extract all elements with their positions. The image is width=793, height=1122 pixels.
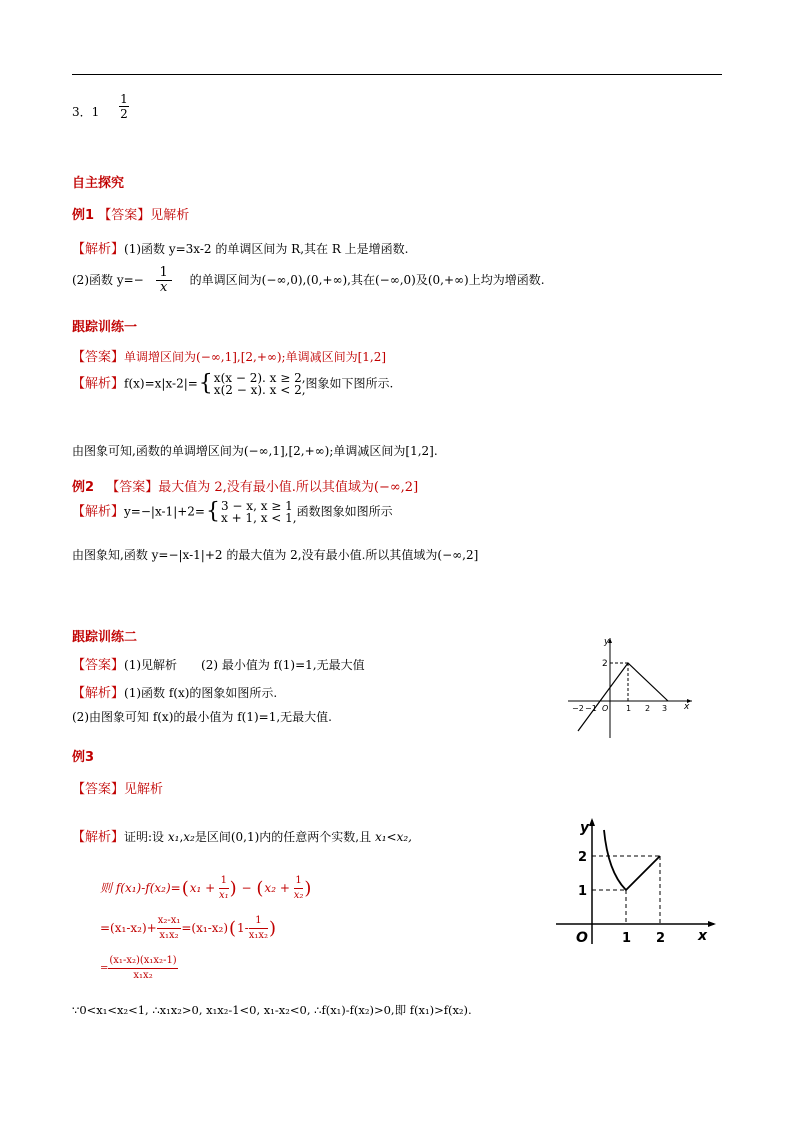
x-tick-neg1: −1 — [585, 704, 597, 713]
gz1-conclusion: 由图象可知,函数的单调增区间为(−∞,1],[2,+∞);单调减区间为[1,2]. — [72, 444, 438, 458]
proof-line-1: 则 f(x₁)-f(x₂)=(x₁ + $\frac{1}{\text{x₁}}$ ) − (x₂ + $\frac{1}{\text{x₂}}$ ) — [100, 875, 312, 901]
gz2-solution-2: (2)由图象可知 f(x)的最小值为 f(1)=1,无最大值. — [72, 710, 332, 724]
section-title-zizhu: 自主探究 — [72, 176, 125, 191]
gz2-answer: 【答案】(1)见解析 (2) 最小值为 f(1)=1,无最大值 — [72, 658, 365, 673]
origin-label: O — [576, 930, 588, 946]
y-tick-2: 2 — [578, 850, 588, 865]
gz2-solution-1: 【解析】(1)函数 f(x)的图象如图所示. — [72, 686, 278, 701]
proof-line-2: =(x₁-x₂)+ $\frac{\text{x₂-x₁}}{\text{x₁x₂}}$ =(x₁-x₂)(1- $\frac{1}{\text{x₁x₂}}$ ) — [100, 915, 277, 941]
y-tick-2: 2 — [602, 659, 608, 669]
y-axis-label: y — [604, 637, 610, 647]
y-axis-label: y — [580, 820, 590, 836]
x-tick-2: 2 — [656, 931, 666, 946]
piecewise-cases: x(x − 2). x ≥ 2, x(2 − x). x < 2, — [213, 371, 306, 397]
x-tick-1: 1 — [622, 931, 632, 946]
x-tick-3: 3 — [662, 704, 668, 713]
example-2-solution: 【解析】y=−|x-1|+2={ 3 − x, x ≥ 1 x + 1, x < 1, 函数图象如图所示 — [72, 499, 393, 525]
fraction-one-over-x: $\frac{1}{x}$ — [156, 266, 172, 295]
x-tick-1: 1 — [626, 704, 632, 713]
x-axis-arrow — [708, 921, 716, 927]
example-3-answer: 【答案】见解析 — [72, 782, 164, 797]
answer-text: 见解析 — [150, 208, 190, 223]
example-label: 例1 — [72, 208, 95, 223]
fraction-one-half: $\frac{1}{2}$ — [120, 92, 128, 121]
graph-example-3 — [552, 814, 722, 946]
answer-tag: 【答案】 — [98, 208, 151, 223]
function-curve — [604, 830, 660, 890]
gz1-answer: 【答案】单调增区间为(−∞,1],[2,+∞);单调减区间为[1,2] — [72, 350, 387, 365]
piecewise-cases: 3 − x, x ≥ 1 x + 1, x < 1, — [220, 499, 297, 525]
example-1-answer — [72, 204, 189, 223]
x-axis-label: x — [698, 928, 708, 944]
y-axis-arrow — [589, 818, 595, 826]
example-3-label: 例3 — [72, 750, 95, 765]
answer-3-1 — [72, 92, 129, 127]
gz1-solution: 【解析】f(x)=x|x-2|={ x(x − 2). x ≥ 2, x(2 − x). x < 2, 图象如下图所示. — [72, 371, 394, 397]
answer-label: 3．1 — [72, 105, 100, 119]
proof-conclusion: ∵0<x₁<x₂<1, ∴x₁x₂>0, x₁x₂-1<0, x₁-x₂<0, ∴f(x₁)-f(x₂)>0,即 f(x₁)>f(x₂). — [72, 1003, 472, 1017]
section-title-gz2: 跟踪训练二 — [72, 630, 138, 645]
section-title-gz1: 跟踪训练一 — [72, 320, 138, 335]
x-axis-label: x — [684, 702, 690, 712]
example-3-proof-start: 【解析】证明:设 x₁,x₂是区间(0,1)内的任意两个实数,且 x₁<x₂, — [72, 830, 412, 845]
example-1-solution-2: (2)函数 y=− $\frac{1}{x}$ 的单调区间为(−∞,0),(0,+∞),其在(−∞,0)及(0,+∞)上均为增函数. — [72, 265, 545, 295]
x-tick-2: 2 — [645, 704, 651, 713]
header-rule — [72, 74, 722, 75]
function-curve — [578, 663, 668, 731]
example-1-solution-1: 【解析】(1)函数 y=3x-2 的单调区间为 R,其在 R 上是增函数. — [72, 242, 409, 257]
example-2-answer: 例2 【答案】最大值为 2,没有最小值.所以其值域为(−∞,2] — [72, 480, 419, 495]
example-2-conclusion: 由图象知,函数 y=−|x-1|+2 的最大值为 2,没有最小值.所以其值域为(−∞,2] — [72, 548, 479, 562]
graph-gz2 — [560, 630, 700, 742]
solution-tag: 【解析】 — [72, 242, 125, 257]
y-tick-1: 1 — [578, 884, 588, 899]
origin-label: O — [602, 704, 609, 713]
x-tick-neg2: −2 — [572, 704, 584, 713]
proof-line-3: = $\frac{\text{(x₁-x₂)(x₁x₂-1)}}{\text{x₁x₂}}$ — [100, 955, 177, 981]
